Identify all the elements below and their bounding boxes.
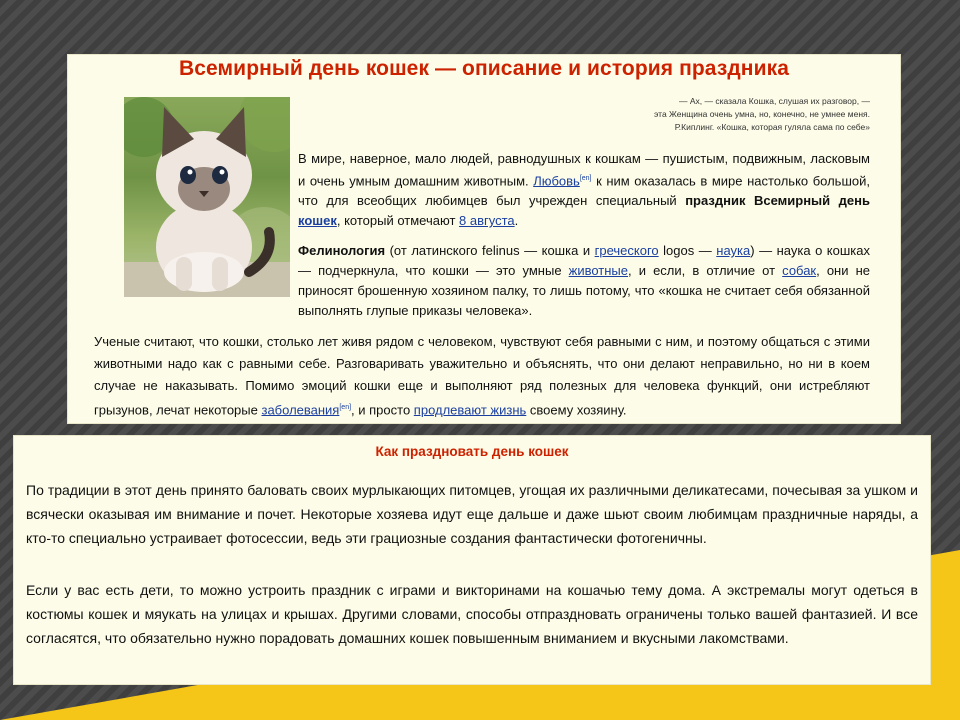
quote-attribution: Р.Киплинг. «Кошка, которая гуляла сама по себе» xyxy=(674,122,870,132)
paragraph-scientists: Ученые считают, что кошки, столько лет живя рядом с человеком, чувствуют себя равными с ним, и поэтому общаться с этими животными надо как с равными себе. Разговаривать уважительно и объяснять, что они делают неправильно, но ни в коем случае не наказывать. Помимо эмоций кошки еще и выполняют ряд полезных для человека функций, они истребляют грызунов, лечат некоторые заболевания[en], и просто продлевают жизнь своему хозяину. xyxy=(94,334,870,418)
link-science[interactable]: наука xyxy=(716,243,751,258)
paragraph-traditions: По традиции в этот день принято баловать своих мурлыкающих питомцев, угощая их различными деликатесами, почесывая за ушком и всячески оказывая им внимание и почет. Некоторые хозяева идут еще дальше и даже шьют своим любимцам праздничные наряды, а кто-то специально устраивает фотосессии, ведь эти грациозные создания фантастически фотогеничны. xyxy=(26,482,918,546)
article-panel-top xyxy=(68,55,900,423)
link-animals[interactable]: животные xyxy=(568,263,629,278)
paragraph-kids: Если у вас есть дети, то можно устроить праздник с играми и викторинами на кошачью тему дома. А экстремалы могут одеться в костюмы кошек и мяукать на улицах и крышах. Другими словами, способы отпраздновать ограничены только вашей фантазией. И все согласятся, что обязательно нужно порадовать домашних кошек повышенным вниманием и вкусными лакомствами. xyxy=(26,582,918,646)
link-disease[interactable]: заболевания xyxy=(261,402,340,418)
page-title: Всемирный день кошек — описание и история праздника xyxy=(179,57,789,80)
paragraph-felinology: Фелинология (от латинского felinus — кошка и греческого logos — наука) — наука о кошках — подчеркнула, что кошки — это умные животные, и если, в отличие от собак, они не приносят брошенную хозяином палку, то лишь потому, что «кошка не считает себя обязанной выполнять глупые приказы человека». xyxy=(298,243,871,318)
link-cats[interactable]: кошек xyxy=(298,213,337,229)
link-prolong-life[interactable]: продлевают жизнь xyxy=(413,402,527,418)
section-title: Как праздновать день кошек xyxy=(375,444,569,459)
felinology-bold: Фелинология xyxy=(298,243,386,258)
article-panel-bottom xyxy=(14,436,930,684)
holiday-bold: праздник Всемирный день xyxy=(685,193,870,209)
link-date[interactable]: 8 августа xyxy=(459,213,515,229)
footnote-en[interactable]: [en] xyxy=(579,175,592,182)
footnote-en[interactable]: [en] xyxy=(339,404,352,411)
quote-line: эта Женщина очень умна, но, конечно, не умнее меня. xyxy=(654,109,870,119)
kitten-photo xyxy=(124,97,290,297)
kitten-illustration xyxy=(124,97,290,297)
link-dogs[interactable]: собак xyxy=(782,263,817,278)
paragraph-intro: В мире, наверное, мало людей, равнодушных к кошкам — пушистым, подвижным, ласковым и очень умным домашним животным. Любовь[en] к ним оказалась в мире настолько большой, что для всеобщих любимцев был учрежден специальный праздник Всемирный день кошек, который отмечают 8 августа. xyxy=(298,151,870,229)
link-love[interactable]: Любовь xyxy=(533,173,580,189)
epigraph-quote xyxy=(530,95,870,134)
quote-line: — Ах, — сказала Кошка, слушая их разговор, — xyxy=(678,96,870,106)
link-greek[interactable]: греческого xyxy=(594,243,659,258)
